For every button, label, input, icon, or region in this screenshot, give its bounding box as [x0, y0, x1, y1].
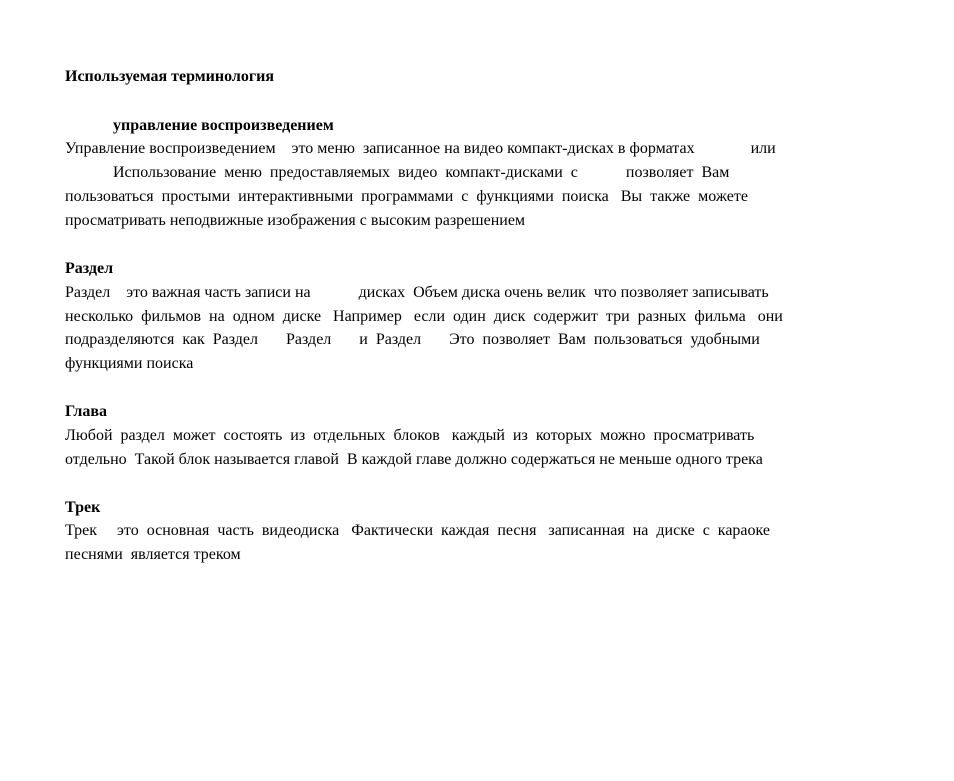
document-title: Используемая терминология — [65, 68, 274, 85]
section-text-line: Использование меню предоставляемых видео компакт-дисками с позволяет Вам — [65, 164, 730, 181]
section-text-line: просматривать неподвижные изображения с высоким разрешением — [65, 212, 526, 229]
section-text-line: Раздел это важная часть записи на дисках Объем диска очень велик что позволяет записывать — [65, 284, 769, 301]
section-heading-track: Трек — [65, 499, 101, 516]
section-heading-title: Раздел — [65, 260, 114, 277]
section-text-line: песнями является треком — [65, 546, 241, 563]
section-text-line: функциями поиска — [65, 355, 194, 372]
section-text-line: Любой раздел может состоять из отдельных блоков каждый из которых можно просматривать — [65, 427, 755, 444]
section-heading-playback-control: управление воспроизведением — [113, 117, 334, 134]
section-text-line: подразделяются как Раздел Раздел и Раздел Это позволяет Вам пользоваться удобными — [65, 331, 760, 348]
section-text-line: Управление воспроизведением это меню записанное на видео компакт-дисках в форматах или — [65, 140, 776, 157]
section-text-line: Трек это основная часть видеодиска Фактически каждая песня записанная на диске с караоке — [65, 522, 770, 539]
section-text-line: пользоваться простыми интерактивными программами с функциями поиска Вы также можете — [65, 188, 748, 205]
section-text-line: несколько фильмов на одном диске Например если один диск содержит три разных фильма они — [65, 308, 783, 325]
section-text-line: отдельно Такой блок называется главой В каждой главе должно содержаться не меньше одного трека — [65, 451, 763, 468]
section-heading-chapter: Глава — [65, 403, 107, 420]
